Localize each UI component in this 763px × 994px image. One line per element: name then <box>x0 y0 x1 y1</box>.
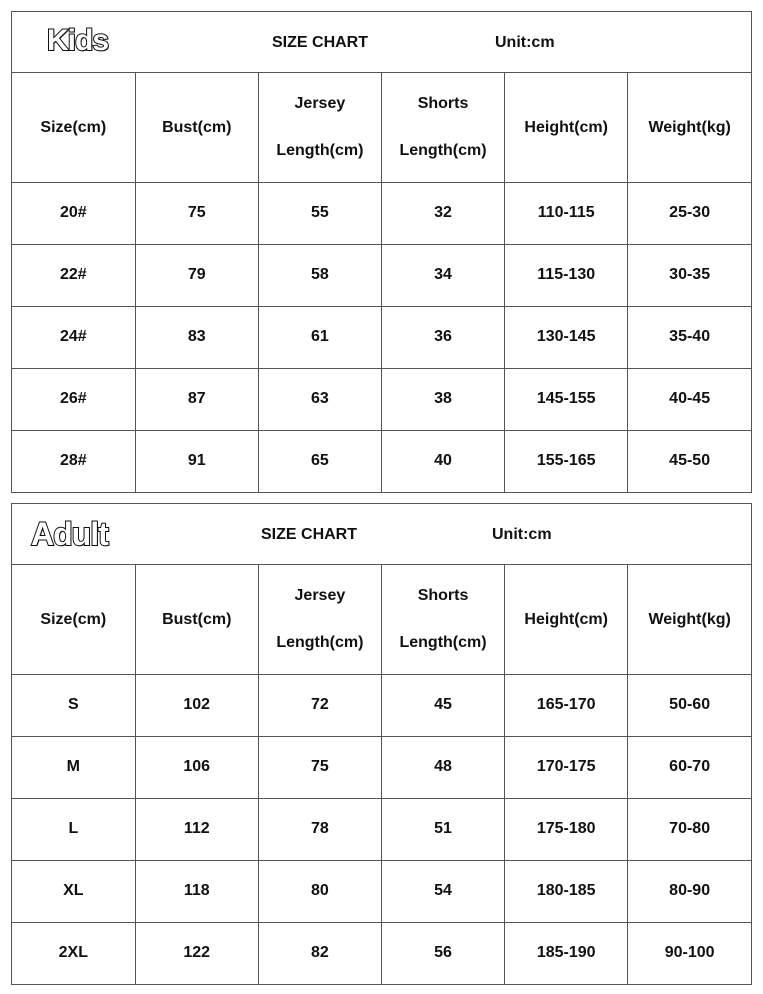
kids-col-bust: Bust(cm) <box>135 73 258 182</box>
cell-jersey-length: 58 <box>258 244 381 306</box>
cell-bust: 83 <box>135 306 258 368</box>
cell-size: L <box>12 798 135 860</box>
kids-col-jersey <box>258 73 381 182</box>
kids-col-size: Size(cm) <box>12 73 135 182</box>
cell-weight: 25-30 <box>628 182 751 244</box>
cell-height: 115-130 <box>505 244 628 306</box>
cell-shorts-length: 56 <box>381 922 504 984</box>
adult-col-jersey-line1: Jersey <box>294 587 346 605</box>
adult-col-weight: Weight(kg) <box>628 565 751 674</box>
cell-height: 110-115 <box>505 182 628 244</box>
cell-jersey-length: 78 <box>258 798 381 860</box>
cell-shorts-length: 54 <box>381 860 504 922</box>
adult-col-shorts-line2: Length(cm) <box>399 634 487 652</box>
cell-bust: 79 <box>135 244 258 306</box>
cell-shorts-length: 51 <box>381 798 504 860</box>
adult-chart-header <box>12 504 751 565</box>
cell-bust: 87 <box>135 368 258 430</box>
kids-col-shorts <box>381 73 504 182</box>
cell-height: 130-145 <box>505 306 628 368</box>
kids-col-weight: Weight(kg) <box>628 73 751 182</box>
cell-jersey-length: 55 <box>258 182 381 244</box>
kids-chart-header <box>12 12 751 73</box>
adult-col-jersey <box>258 565 381 674</box>
adult-col-height: Height(cm) <box>505 565 628 674</box>
kids-label: Kids <box>47 24 109 57</box>
cell-size: XL <box>12 860 135 922</box>
cell-shorts-length: 32 <box>381 182 504 244</box>
cell-size: 24# <box>12 306 135 368</box>
cell-shorts-length: 34 <box>381 244 504 306</box>
cell-shorts-length: 48 <box>381 736 504 798</box>
table-row <box>12 860 751 922</box>
cell-bust: 106 <box>135 736 258 798</box>
adult-label: Adult <box>31 516 108 552</box>
table-row <box>12 798 751 860</box>
cell-bust: 118 <box>135 860 258 922</box>
kids-size-table <box>12 73 751 492</box>
adult-size-chart <box>11 503 752 985</box>
table-row <box>12 922 751 984</box>
adult-header-row <box>12 565 751 674</box>
cell-jersey-length: 75 <box>258 736 381 798</box>
cell-weight: 70-80 <box>628 798 751 860</box>
cell-height: 165-170 <box>505 674 628 736</box>
cell-jersey-length: 63 <box>258 368 381 430</box>
adult-col-shorts-line1: Shorts <box>417 587 469 605</box>
table-row <box>12 736 751 798</box>
cell-weight: 30-35 <box>628 244 751 306</box>
cell-shorts-length: 45 <box>381 674 504 736</box>
adult-col-shorts <box>381 565 504 674</box>
cell-size: 20# <box>12 182 135 244</box>
adult-col-jersey-line2: Length(cm) <box>276 634 364 652</box>
cell-bust: 91 <box>135 430 258 492</box>
table-row <box>12 674 751 736</box>
cell-bust: 112 <box>135 798 258 860</box>
cell-jersey-length: 72 <box>258 674 381 736</box>
adult-chart-title: SIZE CHART <box>261 526 357 543</box>
cell-size: 28# <box>12 430 135 492</box>
cell-shorts-length: 40 <box>381 430 504 492</box>
cell-height: 170-175 <box>505 736 628 798</box>
cell-height: 155-165 <box>505 430 628 492</box>
kids-chart-title: SIZE CHART <box>272 34 368 51</box>
kids-col-height: Height(cm) <box>505 73 628 182</box>
table-row <box>12 244 751 306</box>
cell-size: M <box>12 736 135 798</box>
kids-header-row <box>12 73 751 182</box>
cell-jersey-length: 80 <box>258 860 381 922</box>
cell-size: 26# <box>12 368 135 430</box>
cell-weight: 80-90 <box>628 860 751 922</box>
cell-jersey-length: 65 <box>258 430 381 492</box>
adult-unit-label: Unit:cm <box>492 526 552 543</box>
cell-bust: 102 <box>135 674 258 736</box>
adult-col-bust: Bust(cm) <box>135 565 258 674</box>
cell-height: 175-180 <box>505 798 628 860</box>
cell-bust: 75 <box>135 182 258 244</box>
kids-unit-label: Unit:cm <box>495 34 555 51</box>
table-row <box>12 368 751 430</box>
kids-col-jersey-line2: Length(cm) <box>276 142 364 160</box>
cell-shorts-length: 38 <box>381 368 504 430</box>
cell-weight: 40-45 <box>628 368 751 430</box>
cell-weight: 60-70 <box>628 736 751 798</box>
cell-jersey-length: 61 <box>258 306 381 368</box>
cell-height: 180-185 <box>505 860 628 922</box>
cell-height: 145-155 <box>505 368 628 430</box>
kids-size-chart <box>11 11 752 493</box>
adult-col-size: Size(cm) <box>12 565 135 674</box>
cell-size: 2XL <box>12 922 135 984</box>
kids-col-shorts-line2: Length(cm) <box>399 142 487 160</box>
cell-weight: 50-60 <box>628 674 751 736</box>
table-row <box>12 430 751 492</box>
adult-size-table <box>12 565 751 984</box>
cell-size: S <box>12 674 135 736</box>
cell-weight: 90-100 <box>664 944 715 962</box>
cell-shorts-length: 36 <box>381 306 504 368</box>
kids-col-shorts-line1: Shorts <box>417 95 469 113</box>
cell-height: 185-190 <box>505 922 628 984</box>
cell-weight: 45-50 <box>669 452 711 470</box>
cell-size: 22# <box>12 244 135 306</box>
cell-bust: 122 <box>135 922 258 984</box>
table-row <box>12 182 751 244</box>
cell-jersey-length: 82 <box>258 922 381 984</box>
cell-weight: 35-40 <box>628 306 751 368</box>
kids-col-jersey-line1: Jersey <box>294 95 346 113</box>
table-row <box>12 306 751 368</box>
